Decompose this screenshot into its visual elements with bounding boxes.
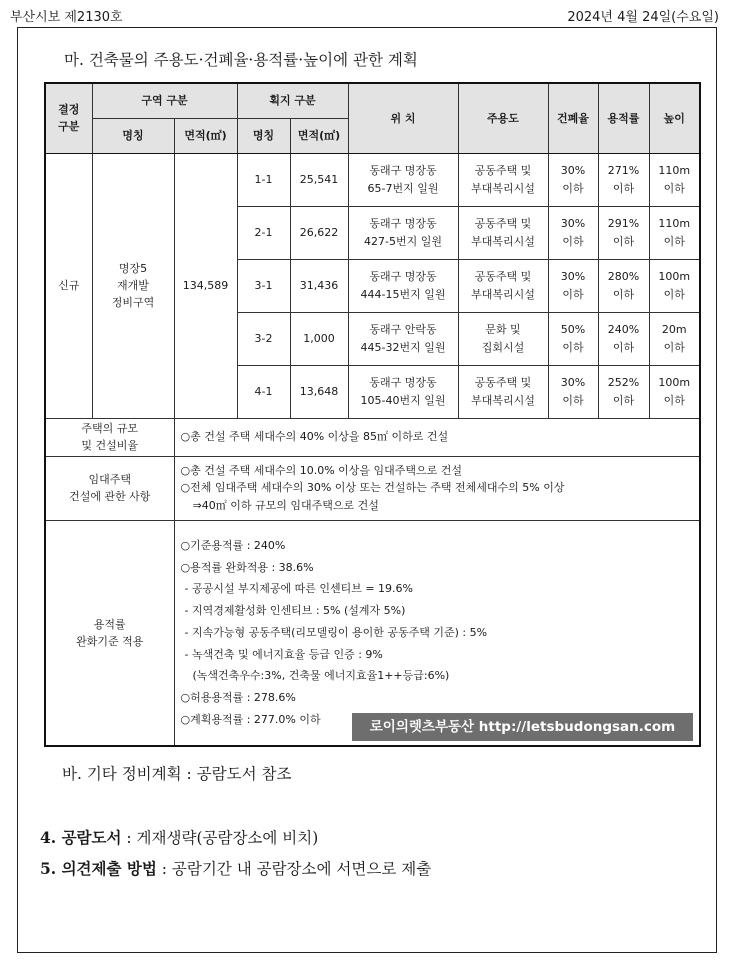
far-cell: 271% 이하 [598, 153, 649, 206]
zone-area-cell: 134,589 [174, 153, 237, 418]
item-5-opinion-submission [40, 857, 431, 879]
height-cell: 100m 이하 [649, 365, 700, 418]
far-text: ○기준용적률 : 240% ○용적률 완화적용 : 38.6% - 공공시설 부지제공에 따른 인센티브 = 19.6% - 지역경제활성화 인센티브 : 5% (설계자 5%) - 지속가능형 공동주택(리모델링이 용이한 공동주택 기준) : 5% - 녹색건축 및 에너지효율 등급 인증 : 9% (녹색건축우수:3%, 건축물 에너지효율1++등급:6%) ○허용용적률 : 278.6% ○계획용적률 : 277.0% 이하 [174, 520, 700, 746]
header-far: 용적률 [598, 83, 649, 153]
gazette-date: 2024년 4월 24일(수요일) [567, 10, 719, 25]
zone-name-cell: 명장5 재개발 정비구역 [92, 153, 174, 418]
lot-area-cell: 26,622 [290, 206, 348, 259]
lot-name-cell: 1-1 [237, 153, 290, 206]
building-plan-table [44, 82, 701, 747]
housing-text: ○총 건설 주택 세대수의 40% 이상을 85㎡ 이하로 건설 [174, 418, 700, 456]
lot-name-cell: 2-1 [237, 206, 290, 259]
header-height: 높이 [649, 83, 700, 153]
housing-label: 주택의 규모 및 건설비율 [45, 418, 174, 456]
coverage-cell: 30% 이하 [548, 206, 598, 259]
rental-label: 임대주택 건설에 관한 사항 [45, 456, 174, 520]
far-cell: 280% 이하 [598, 259, 649, 312]
far-cell: 291% 이하 [598, 206, 649, 259]
header-zone-name: 명칭 [92, 118, 174, 153]
header-use: 주용도 [458, 83, 548, 153]
header-lot: 획지 구분 [237, 83, 348, 118]
rental-text: ○총 건설 주택 세대수의 10.0% 이상을 임대주택으로 건설 ○전체 임대주택 세대수의 30% 이상 또는 건설하는 주택 전체세대수의 5% 이상 ⇒40㎡ 이하 규모의 임대주택으로 건설 [174, 456, 700, 520]
coverage-cell: 30% 이하 [548, 365, 598, 418]
gazette-issue: 부산시보 제2130호 [10, 10, 123, 25]
use-cell: 문화 및 집회시설 [458, 312, 548, 365]
location-cell: 동래구 명장동 427-5번지 일원 [348, 206, 458, 259]
height-cell: 100m 이하 [649, 259, 700, 312]
location-cell: 동래구 안락동 445-32번지 일원 [348, 312, 458, 365]
use-cell: 공동주택 및 부대복리시설 [458, 153, 548, 206]
coverage-cell: 30% 이하 [548, 259, 598, 312]
decision-cell: 신규 [45, 153, 92, 418]
housing-row [45, 418, 700, 456]
lot-name-cell: 4-1 [237, 365, 290, 418]
header-lot-area: 면적(㎡) [290, 118, 348, 153]
item-4-text: : 게재생략(공람장소에 비치) [121, 829, 319, 847]
header-zone-area: 면적(㎡) [174, 118, 237, 153]
far-cell: 240% 이하 [598, 312, 649, 365]
height-cell: 20m 이하 [649, 312, 700, 365]
coverage-cell: 50% 이하 [548, 312, 598, 365]
use-cell: 공동주택 및 부대복리시설 [458, 365, 548, 418]
far-cell: 252% 이하 [598, 365, 649, 418]
location-cell: 동래구 명장동 65-7번지 일원 [348, 153, 458, 206]
use-cell: 공동주택 및 부대복리시설 [458, 259, 548, 312]
item-4-review-documents [40, 826, 318, 848]
lot-area-cell: 1,000 [290, 312, 348, 365]
header-coverage: 건폐율 [548, 83, 598, 153]
lot-area-cell: 31,436 [290, 259, 348, 312]
location-cell: 동래구 명장동 444-15번지 일원 [348, 259, 458, 312]
table-row [45, 153, 700, 206]
section-ba-title: 바. 기타 정비계획 : 공람도서 참조 [62, 765, 292, 783]
coverage-cell: 30% 이하 [548, 153, 598, 206]
item-5-text: : 공람기간 내 공람장소에 서면으로 제출 [156, 860, 432, 878]
far-label: 용적률 완화기준 적용 [45, 520, 174, 746]
header-location: 위 치 [348, 83, 458, 153]
lot-name-cell: 3-2 [237, 312, 290, 365]
lot-name-cell: 3-1 [237, 259, 290, 312]
item-4-label: 4. 공람도서 [40, 828, 122, 847]
use-cell: 공동주택 및 부대복리시설 [458, 206, 548, 259]
lot-area-cell: 13,648 [290, 365, 348, 418]
item-5-label: 5. 의견제출 방법 [40, 859, 157, 878]
watermark-banner: 로이의렛츠부동산 http://letsbudongsan.com [352, 713, 693, 741]
rental-row [45, 456, 700, 520]
lot-area-cell: 25,541 [290, 153, 348, 206]
height-cell: 110m 이하 [649, 153, 700, 206]
height-cell: 110m 이하 [649, 206, 700, 259]
header-lot-name: 명칭 [237, 118, 290, 153]
section-ma-title: 마. 건축물의 주용도·건폐율·용적률·높이에 관한 계획 [64, 51, 418, 69]
location-cell: 동래구 명장동 105-40번지 일원 [348, 365, 458, 418]
header-decision: 결정 구분 [45, 83, 92, 153]
header-zone: 구역 구분 [92, 83, 237, 118]
